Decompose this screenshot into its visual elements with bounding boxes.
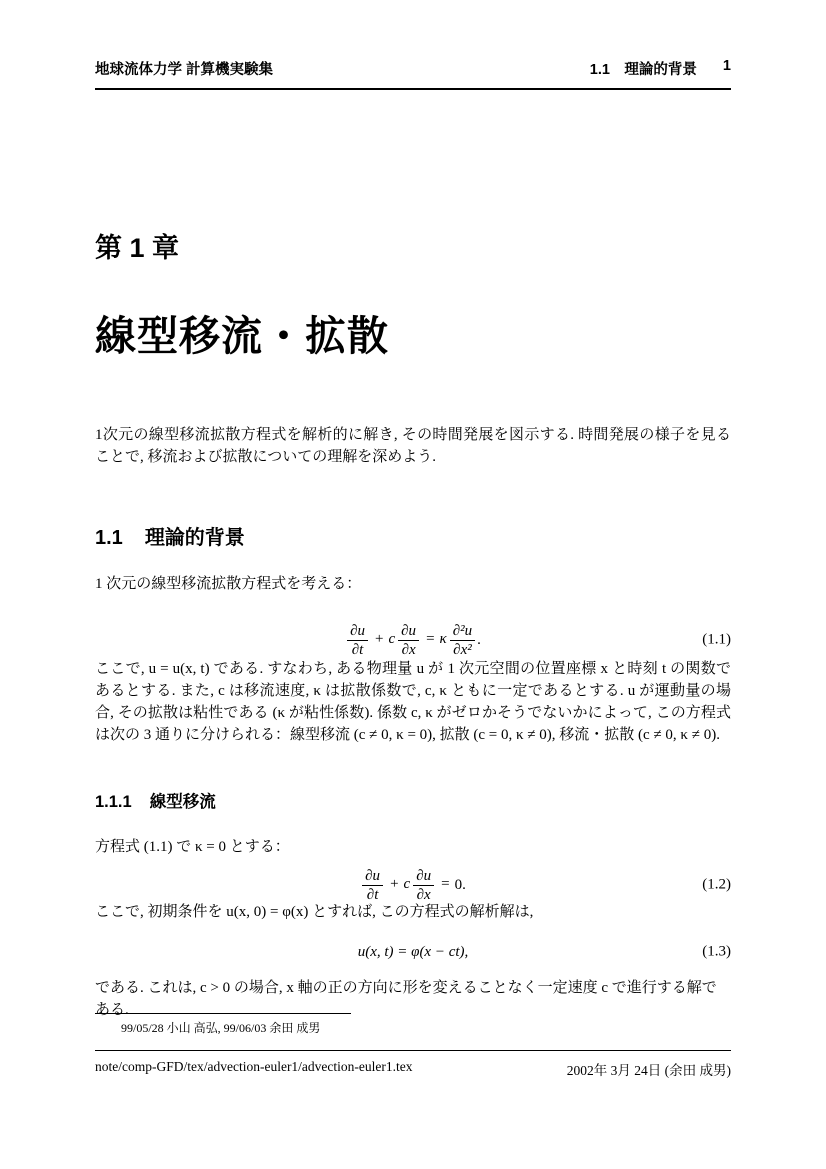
header-document-title: 地球流体力学 計算機実験集: [95, 62, 274, 78]
section-title: 理論的背景: [144, 527, 245, 549]
paragraph-initial-condition: ここで, 初期条件を u(x, 0) = φ(x) とすれば, この方程式の解析解は,: [95, 904, 534, 920]
footnote-rule: [95, 1013, 351, 1014]
header-page-number: 1: [722, 58, 731, 74]
paragraph-consider-equation: 1 次元の線型移流拡散方程式を考える：: [95, 576, 362, 592]
intro-paragraph: 1次元の線型移流拡散方程式を解析的に解き, その時間発展を図示する. 時間発展の様子を見ることで, 移流および拡散についての理解を深めよう.: [95, 427, 731, 465]
fraction-du-dt: $\frac{\partial u}{\partial t}$: [362, 867, 383, 904]
chapter-title: 線型移流・拡散: [95, 313, 389, 359]
chapter-number: 第 1 章: [95, 233, 180, 263]
paragraph-solution-description: である. これは, c > 0 の場合, x 軸の正の方向に形を変えることなく一定速度 c で進行する解である.: [95, 980, 717, 1018]
section-heading: [95, 521, 245, 550]
equation-1-3: [95, 938, 731, 966]
equation-1-2-label: (1.2): [702, 876, 731, 893]
equation-1-3-label: (1.3): [702, 943, 731, 960]
equation-1-1-label: (1.1): [702, 631, 731, 648]
footnote-authors: 99/05/28 小山 高弘, 99/06/03 余田 成男: [121, 1021, 321, 1035]
page-header: [95, 58, 731, 90]
subsection-number: 1.1.1: [95, 793, 132, 811]
page-footer: [95, 1050, 731, 1079]
fraction-du-dt: $\frac{\partial u}{\partial t}$: [347, 622, 368, 659]
header-right: [590, 58, 731, 79]
fraction-du-dx: $\frac{\partial u}{\partial x}$: [413, 867, 434, 904]
footer-date: 2002年 3月 24日 (余田 成男): [566, 1063, 731, 1078]
paragraph-after-eq1: ここで, u = u(x, t) である. すなわち, ある物理量 u が 1 次元空間の位置座標 x と時刻 t の関数であるとする. また, c は移流速度, κ は拡散係数で, c, κ ともに一定であるとする. u が運動量の場合, その拡散は粘性である (κ が粘性係数). 係数 c, κ がゼロかそうでないかによって, この方程式は次の 3 通りに分けられる：線型移流 (c ≠ 0, κ = 0), 拡散 (c = 0, κ ≠ 0), 移流・拡散 (c ≠ 0, κ ≠ 0).: [95, 661, 731, 743]
paragraph-set-kappa-zero: 方程式 (1.1) で κ = 0 とする：: [95, 839, 290, 855]
equation-1-1-body: $\frac{\partial u}{\partial t}$ + c $\frac{\partial u}{\partial x}$ = κ $\frac{\text{∂²u}}{\text{∂x²}}$ .: [345, 622, 481, 659]
subsection-heading: [95, 788, 216, 812]
footer-file-path: note/comp-GFD/tex/advection-euler1/advection-euler1.tex: [95, 1059, 413, 1074]
equation-1-3-body: u(x, t) = φ(x − ct),: [357, 943, 469, 960]
equation-1-2-body: $\frac{\partial u}{\partial t}$ + c $\frac{\partial u}{\partial x}$ = 0.: [360, 867, 466, 904]
subsection-title: 線型移流: [149, 793, 216, 811]
section-number: 1.1: [95, 527, 123, 549]
fraction-d2u-dx2: $\frac{\text{∂²u}}{\text{∂x²}}$: [450, 622, 475, 659]
fraction-du-dx: $\frac{\partial u}{\partial x}$: [398, 622, 419, 659]
header-section-title: 1.1 理論的背景: [589, 62, 697, 78]
